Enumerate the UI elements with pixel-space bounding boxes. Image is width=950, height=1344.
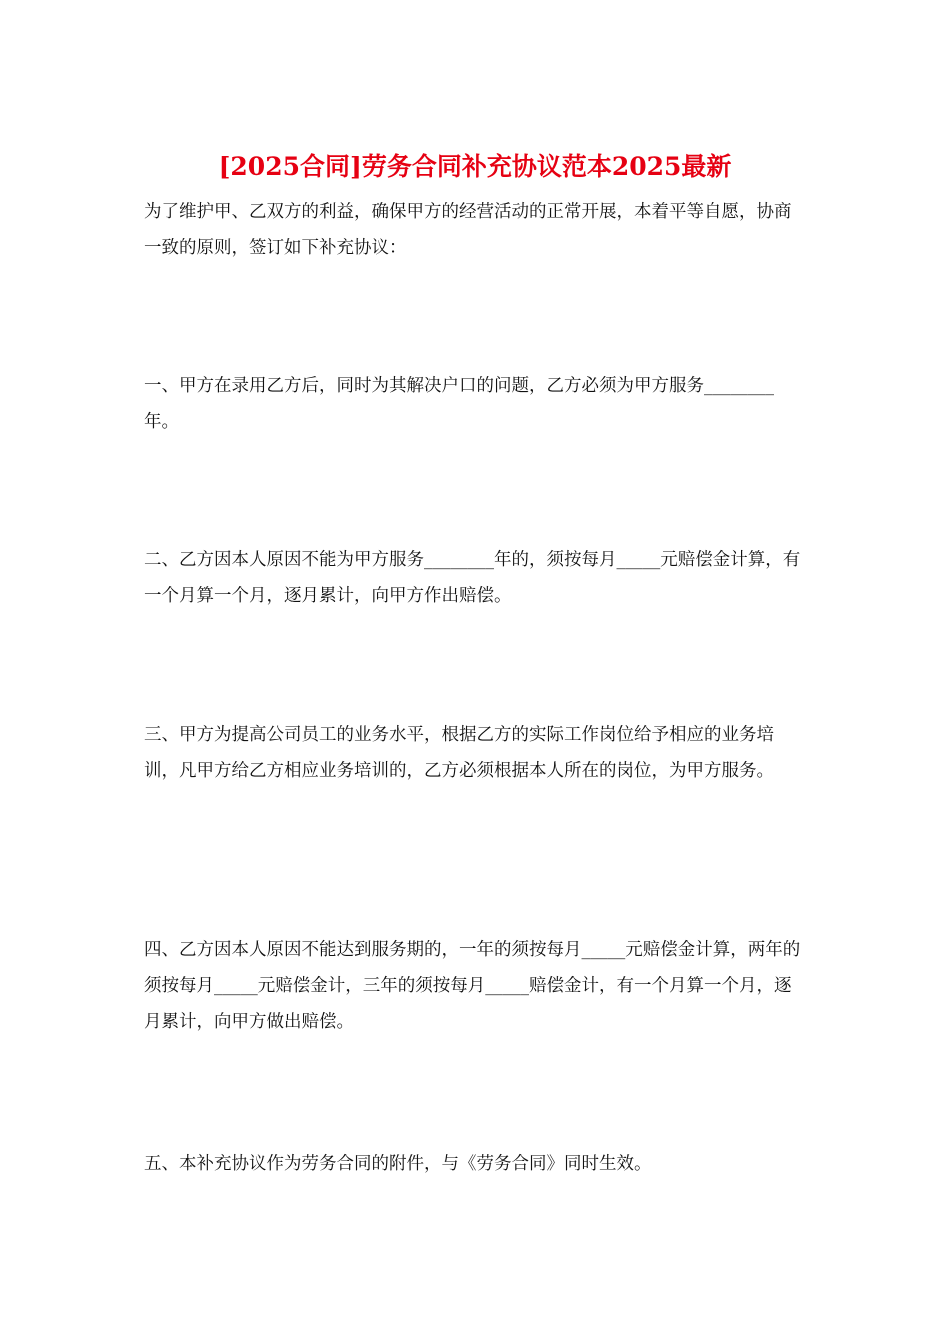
intro-paragraph: 为了维护甲、乙双方的利益，确保甲方的经营活动的正常开展，本着平等自愿，协商一致的原则，签订如下补充协议： — [144, 202, 792, 258]
clause-1: 一、甲方在录用乙方后，同时为其解决户口的问题，乙方必须为甲方服务________年。 — [144, 376, 774, 432]
clause-3: 三、甲方为提高公司员工的业务水平，根据乙方的实际工作岗位给予相应的业务培训，凡甲方给乙方相应业务培训的，乙方必须根据本人所在的岗位，为甲方服务。 — [144, 725, 774, 781]
clause-2: 二、乙方因本人原因不能为甲方服务________年的，须按每月_____元赔偿金计算，有一个月算一个月，逐月累计，向甲方作出赔偿。 — [144, 550, 801, 606]
clause-5: 五、本补充协议作为劳务合同的附件，与《劳务合同》同时生效。 — [144, 1154, 652, 1174]
document-title: [2025合同]劳务合同补充协议范本2025最新 — [218, 152, 732, 181]
clause-4: 四、乙方因本人原因不能达到服务期的，一年的须按每月_____元赔偿金计算，两年的须按每月_____元赔偿金计，三年的须按每月_____赔偿金计，有一个月算一个月，逐月累计，向甲方做出赔偿。 — [144, 940, 801, 1032]
